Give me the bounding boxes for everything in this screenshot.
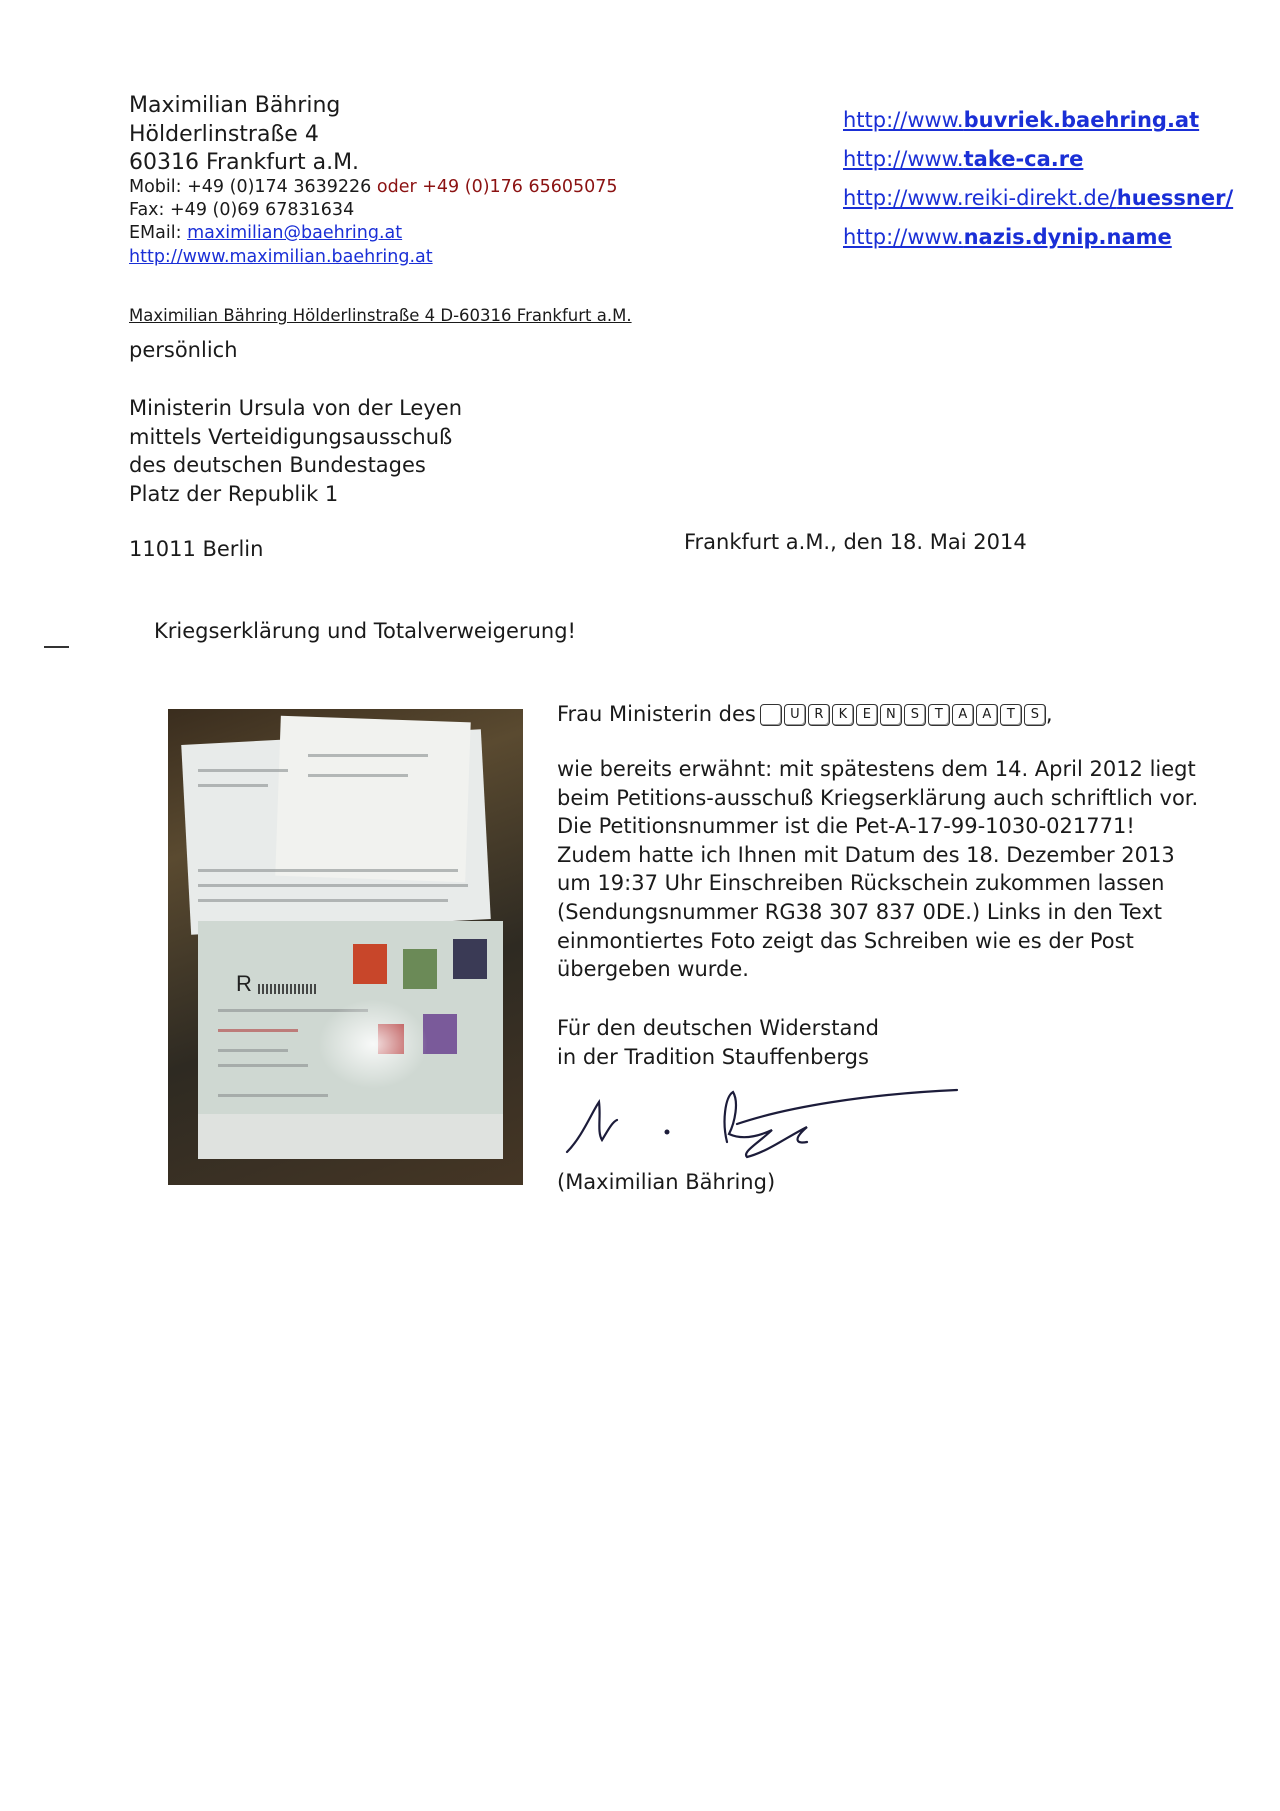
photo-text-line — [218, 1029, 298, 1032]
email-link[interactable]: maximilian@baehring.at — [187, 223, 403, 243]
photo-barcode — [258, 984, 318, 994]
boxed-letter — [760, 704, 782, 726]
photo-envelope-base — [198, 1114, 503, 1159]
photo-stamp — [403, 949, 437, 989]
letter-date: Frankfurt a.M., den 18. Mai 2014 — [684, 530, 1027, 554]
recipient-city: 11011 Berlin — [129, 537, 264, 561]
recipient-line: Ministerin Ursula von der Leyen — [129, 396, 463, 420]
email-label: EMail: — [129, 223, 182, 243]
body-line: Zudem hatte ich Ihnen mit Datum des 18. Dezember 2013 — [557, 842, 1175, 867]
website-link[interactable]: http://www.maximilian.baehring.at — [129, 247, 433, 267]
photo-r-label: R — [236, 971, 252, 996]
closing — [557, 1014, 879, 1071]
photo-text-line — [198, 869, 458, 872]
link-take-care[interactable]: http://www.take-ca.re — [843, 147, 1084, 171]
sender-street: Hölderlinstraße 4 — [129, 122, 319, 147]
closing-line: Für den deutschen Widerstand — [557, 1016, 879, 1040]
boxed-letter: K — [832, 704, 854, 726]
envelope-photo — [168, 709, 523, 1185]
photo-text-line — [218, 1064, 308, 1067]
recipient-address — [129, 394, 462, 508]
photo-text-line — [198, 769, 288, 772]
handwritten-signature — [557, 1082, 977, 1172]
salutation-prefix: Frau Ministerin des — [557, 702, 756, 726]
closing-line: in der Tradition Stauffenbergs — [557, 1044, 869, 1069]
sender-city: 60316 Frankfurt a.M. — [129, 150, 360, 175]
salutation — [557, 702, 1053, 726]
boxed-letter: U — [784, 704, 806, 726]
personal-marker: persönlich — [129, 338, 238, 362]
boxed-letter: E — [856, 704, 878, 726]
recipient-line: mittels Verteidigungsausschuß — [129, 424, 453, 449]
photo-stamp — [353, 944, 387, 984]
photo-stamp — [423, 1014, 457, 1054]
photo-text-line — [198, 784, 268, 787]
photo-text-line — [218, 1094, 328, 1097]
sender-name: Maximilian Bähring — [129, 93, 341, 118]
signed-name: (Maximilian Bähring) — [557, 1170, 776, 1194]
photo-text-line — [308, 754, 428, 757]
mobile-number-2: +49 (0)176 65605075 — [422, 177, 618, 197]
mobile-label: Mobil: — [129, 177, 182, 197]
boxed-letter: S — [904, 704, 926, 726]
body-line: einmontiertes Foto zeigt das Schreiben wie es der Post — [557, 928, 1134, 953]
boxed-word — [760, 704, 1046, 726]
photo-text-line — [198, 884, 468, 887]
link-list — [843, 101, 1233, 257]
fax-label: Fax: — [129, 200, 165, 220]
fax-number: +49 (0)69 67831634 — [170, 200, 355, 220]
body-line: Die Petitionsnummer ist die Pet-A-17-99-1030-021771! — [557, 814, 1135, 839]
link-nazis[interactable]: http://www.nazis.dynip.name — [843, 225, 1172, 249]
body-line: um 19:37 Uhr Einschreiben Rückschein zukommen lassen — [557, 871, 1165, 896]
body-line: beim Petitions-ausschuß Kriegserklärung auch schriftlich vor. — [557, 785, 1199, 810]
link-reiki[interactable]: http://www.reiki-direkt.de/huessner/ — [843, 186, 1234, 210]
photo-text-line — [218, 1049, 288, 1052]
fold-mark — [44, 646, 69, 648]
photo-text-line — [198, 899, 448, 902]
letter-body — [557, 755, 1198, 984]
salutation-comma: , — [1045, 702, 1053, 726]
boxed-letter: A — [976, 704, 998, 726]
mobile-or: oder — [376, 177, 417, 197]
contact-email — [129, 222, 402, 245]
photo-stamp — [453, 939, 487, 979]
boxed-letter: A — [952, 704, 974, 726]
boxed-letter: N — [880, 704, 902, 726]
photo-glare — [318, 999, 428, 1089]
mobile-number-1: +49 (0)174 3639226 — [187, 177, 372, 197]
recipient-line: des deutschen Bundestages — [129, 453, 426, 477]
body-line: übergeben wurde. — [557, 957, 749, 982]
contact-fax — [129, 199, 354, 222]
photo-paper — [275, 716, 470, 883]
boxed-letter: R — [808, 704, 830, 726]
body-line: wie bereits erwähnt: mit spätestens dem 14. April 2012 liegt — [557, 757, 1196, 781]
photo-text-line — [308, 774, 408, 777]
subject-line: Kriegserklärung und Totalverweigerung! — [154, 619, 576, 643]
boxed-letter: T — [1000, 704, 1022, 726]
body-line: (Sendungsnummer RG38 307 837 0DE.) Links in den Text — [557, 899, 1163, 924]
recipient-line: Platz der Republik 1 — [129, 481, 339, 506]
link-buvriek[interactable]: http://www.buvriek.baehring.at — [843, 108, 1200, 132]
boxed-letter: T — [928, 704, 950, 726]
boxed-letter: S — [1024, 704, 1046, 726]
return-address: Maximilian Bähring Hölderlinstraße 4 D-60316 Frankfurt a.M. — [129, 306, 632, 325]
contact-mobile — [129, 176, 618, 199]
